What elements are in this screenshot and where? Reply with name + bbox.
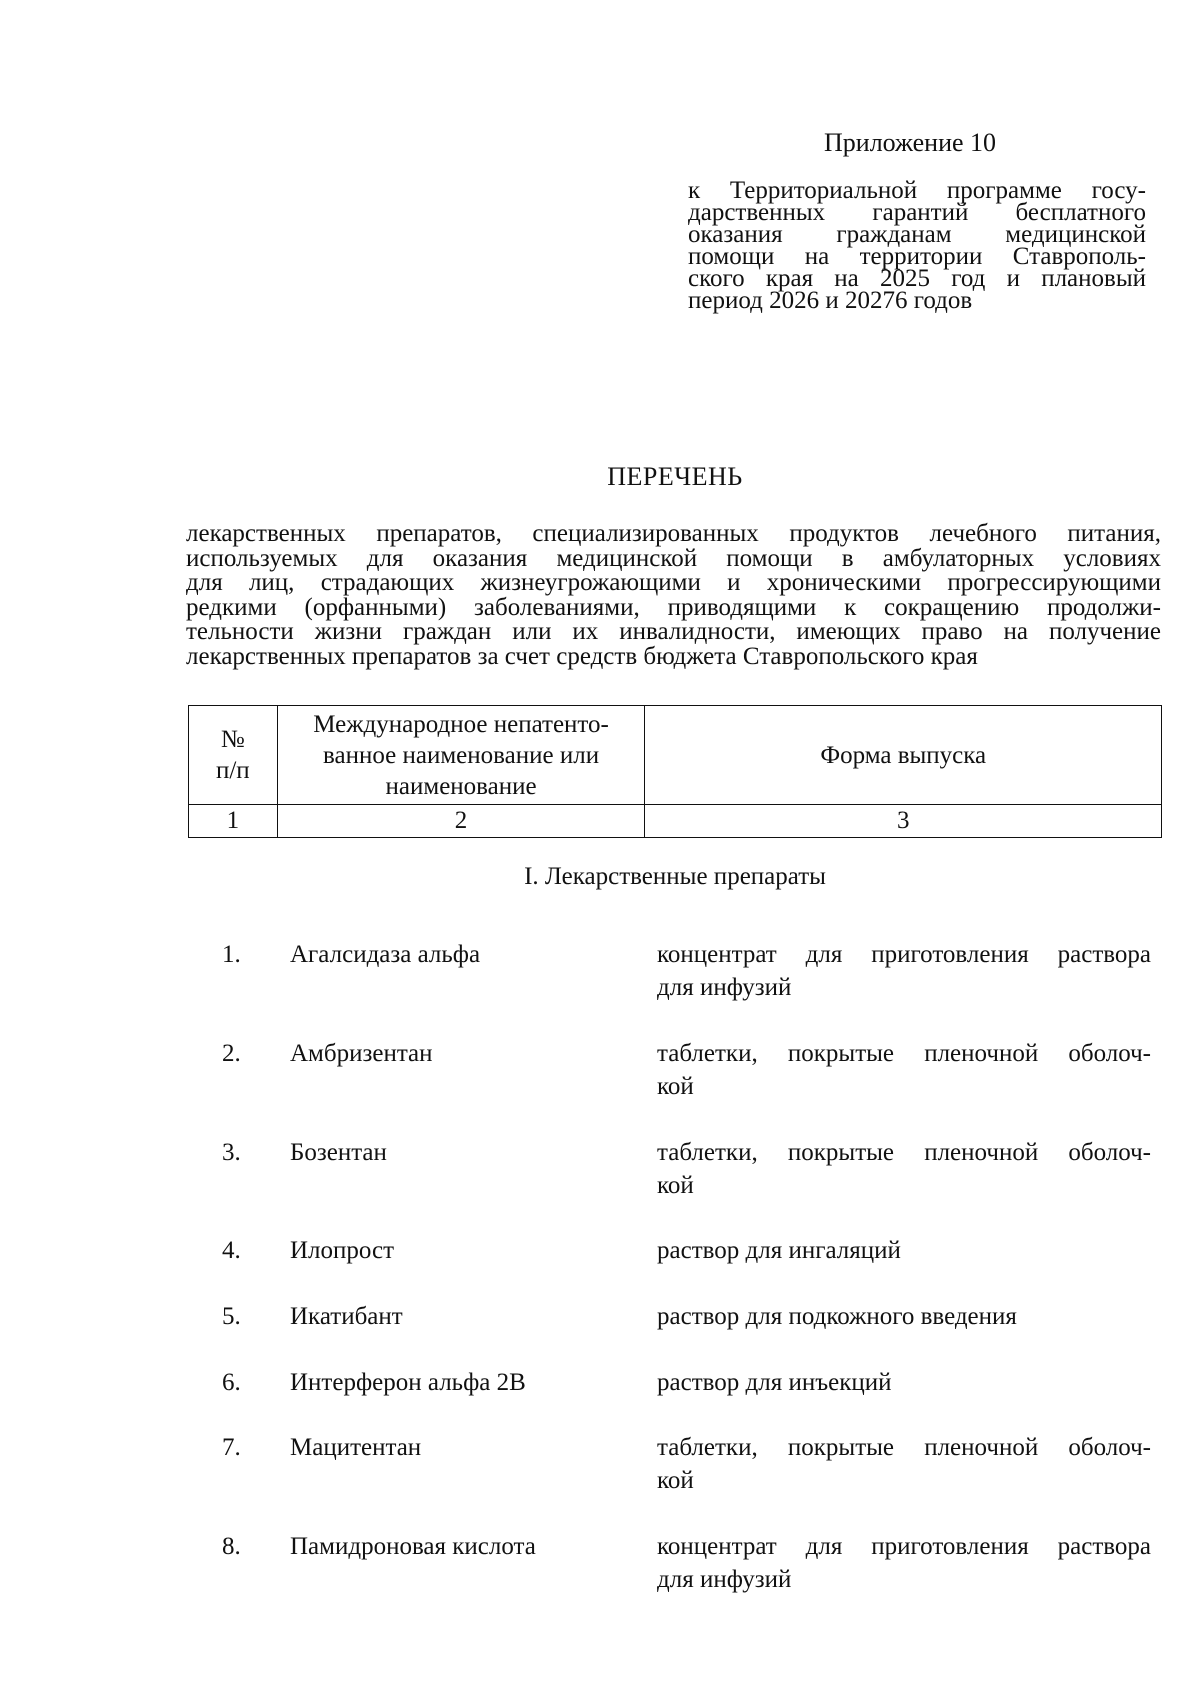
drug-name: Интерферон альфа 2В <box>290 1369 526 1396</box>
drug-name: Мацитентан <box>290 1434 422 1461</box>
drug-form <box>657 1366 1151 1399</box>
drug-form-line: раствор для инъекций <box>657 1369 892 1396</box>
drug-form <box>657 1300 1151 1333</box>
drug-number: 3. <box>222 1139 241 1166</box>
subtitle-line: лекарственных препаратов за счет средств бюджета Ставропольского края <box>186 642 978 670</box>
drug-form-line: кой <box>657 1073 694 1100</box>
drug-form-line: раствор для ингаляций <box>657 1237 901 1264</box>
drug-form-line: таблетки, покрытые пленочной оболоч- <box>657 1434 1151 1461</box>
document-heading: ПЕРЕЧЕНЬ <box>607 462 743 491</box>
drug-number: 5. <box>222 1303 241 1330</box>
drug-number: 2. <box>222 1040 241 1067</box>
drug-name: Памидроновая кислота <box>290 1533 536 1560</box>
header-number-pp: п/п <box>215 757 250 784</box>
drug-form <box>657 938 1151 1004</box>
drug-form <box>657 1037 1151 1103</box>
drug-form-line: таблетки, покрытые пленочной оболоч- <box>657 1139 1151 1166</box>
drug-number: 1. <box>222 941 241 968</box>
drug-number: 7. <box>222 1434 241 1461</box>
subtitle-line: редкими (орфанными) заболеваниями, приводящими к сокращению продолжи- <box>186 593 1161 621</box>
appendix-reference-line: помощи на территории Ставрополь- <box>688 243 1146 270</box>
appendix-reference-line: период 2026 и 20276 годов <box>688 287 973 314</box>
header-number-sign: № <box>220 726 245 753</box>
drug-number: 6. <box>222 1369 241 1396</box>
appendix-reference-line: оказания гражданам медицинской <box>688 221 1146 248</box>
drug-name: Икатибант <box>290 1303 403 1330</box>
column-number-1: 1 <box>189 805 278 838</box>
drug-name: Амбризентан <box>290 1040 433 1067</box>
header-name-line: Международное непатенто- <box>313 710 609 738</box>
drug-form-line: кой <box>657 1172 694 1199</box>
drug-form-line: раствор для подкожного введения <box>657 1303 1017 1330</box>
document-subtitle <box>186 522 1161 669</box>
drug-form-line: кой <box>657 1467 694 1494</box>
appendix-reference-line: к Территориальной программе госу- <box>688 177 1146 204</box>
drug-form-line: таблетки, покрытые пленочной оболоч- <box>657 1040 1151 1067</box>
header-cell-form: Форма выпуска <box>645 706 1162 805</box>
drug-name: Агалсидаза альфа <box>290 941 481 968</box>
drug-form <box>657 1234 1151 1267</box>
drug-form-line: концентрат для приготовления раствора <box>657 941 1151 968</box>
appendix-reference-line: ского края на 2025 год и плановый <box>688 265 1146 292</box>
section-title: I. Лекарственные препараты <box>524 863 826 890</box>
drug-form-line: концентрат для приготовления раствора <box>657 1533 1151 1560</box>
header-name-line: наименование <box>385 772 537 800</box>
drug-form <box>657 1530 1151 1596</box>
header-cell-number <box>189 706 278 805</box>
drug-form <box>657 1431 1151 1497</box>
column-number-3: 3 <box>645 805 1162 838</box>
header-cell-name <box>277 706 645 805</box>
appendix-reference <box>688 177 1146 314</box>
subtitle-line: используемых для оказания медицинской помощи в амбулаторных условиях <box>186 544 1161 572</box>
subtitle-line: для лиц, страдающих жизнеугрожающими и хроническими прогрессирующими <box>186 569 1161 596</box>
drug-number: 8. <box>222 1533 241 1560</box>
header-name-line: ванное наименование или <box>323 741 600 769</box>
appendix-title: Приложение 10 <box>824 128 997 157</box>
table-column-numbers-row <box>189 805 1162 838</box>
drug-name: Илопрост <box>290 1237 395 1264</box>
subtitle-line: лекарственных препаратов, специализированных продуктов лечебного питания, <box>186 520 1161 547</box>
drug-form-line: для инфузий <box>657 1566 792 1593</box>
table-header-row <box>189 706 1162 805</box>
drug-form-line: для инфузий <box>657 974 792 1001</box>
column-number-2: 2 <box>277 805 645 838</box>
drug-form <box>657 1136 1151 1202</box>
drug-number: 4. <box>222 1237 241 1264</box>
table-header <box>188 705 1162 838</box>
subtitle-line: тельности жизни граждан или их инвалидности, имеющих право на получение <box>186 618 1161 645</box>
appendix-reference-line: дарственных гарантий бесплатного <box>688 199 1146 226</box>
drug-name: Бозентан <box>290 1139 387 1166</box>
